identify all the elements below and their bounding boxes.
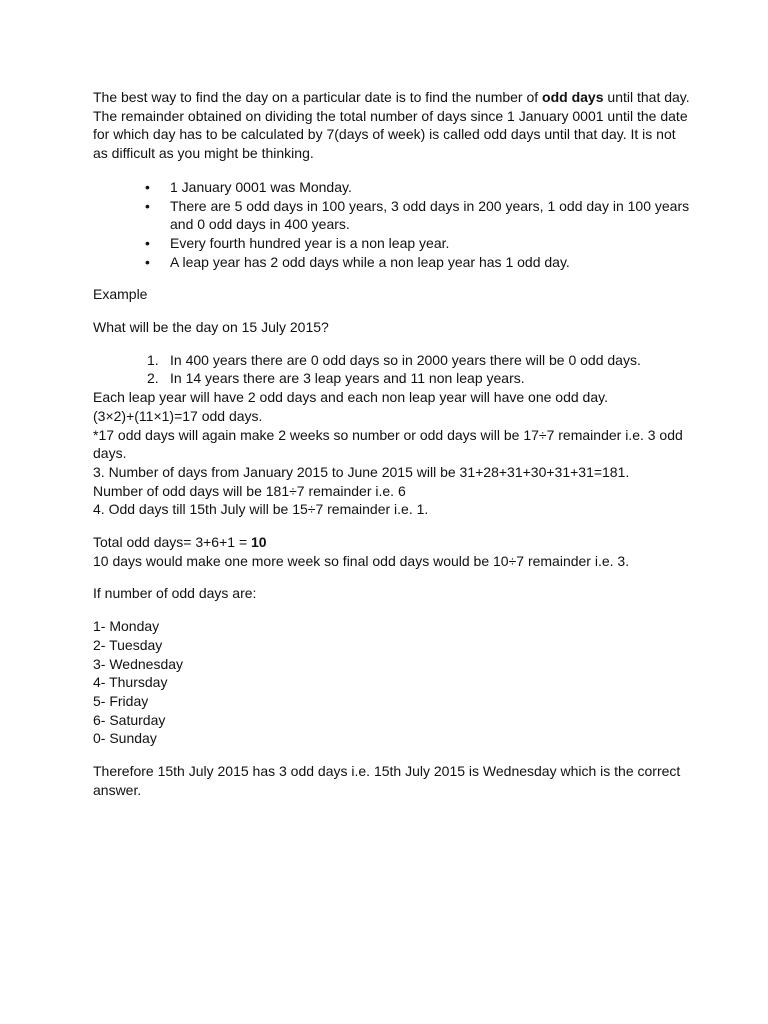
mapping-item: 6- Saturday bbox=[93, 711, 166, 728]
bullet-marker: • bbox=[145, 234, 150, 251]
step-number: 2. bbox=[147, 370, 159, 387]
conclusion-paragraph: Therefore 15th July 2015 has 3 odd days i.e. 15th July 2015 is Wednesday which is the correct answer. bbox=[93, 763, 681, 798]
bullet-item: • A leap year has 2 odd days while a non leap year has 1 odd day. bbox=[145, 253, 570, 270]
total-line: Total odd days= 3+6+1 = 10 bbox=[93, 534, 267, 551]
calc-line: (3×2)+(11×1)=17 odd days. bbox=[93, 407, 263, 424]
calc-line: Each leap year will have 2 odd days and each non leap year will have one odd day. bbox=[93, 389, 608, 406]
mapping-intro: If number of odd days are: bbox=[93, 585, 257, 602]
step-item: 1. In 400 years there are 0 odd days so in 2000 years there will be 0 odd days. bbox=[147, 351, 641, 368]
intro-text-1: The best way to find the day on a particular date is to find the number of bbox=[93, 89, 543, 105]
question-text: What will be the day on 15 July 2015? bbox=[93, 319, 329, 336]
calc-line: Number of odd days will be 181÷7 remainder i.e. 6 bbox=[93, 482, 406, 499]
mapping-item: 3- Wednesday bbox=[93, 655, 184, 672]
bullet-item: • Every fourth hundred year is a non leap year. bbox=[145, 234, 450, 251]
calc-line: *17 odd days will again make 2 weeks so number or odd days will be 17÷7 remainder i.e. 3 odd days. bbox=[93, 426, 683, 462]
bullet-marker: • bbox=[145, 197, 150, 214]
mapping-item: 5- Friday bbox=[93, 692, 149, 709]
mapping-item: 1- Monday bbox=[93, 618, 160, 635]
calc-line: 4. Odd days till 15th July will be 15÷7 remainder i.e. 1. bbox=[93, 501, 429, 518]
steps-list bbox=[93, 351, 693, 388]
mapping-item: 0- Sunday bbox=[93, 730, 157, 747]
facts-bullet-list bbox=[93, 178, 693, 272]
bullet-marker: • bbox=[145, 253, 150, 270]
bullet-item: • There are 5 odd days in 100 years, 3 odd days in 200 years, 1 odd day in 100 years and 0 odd days in 400 years. bbox=[145, 197, 690, 233]
step-item: 2. In 14 years there are 3 leap years and 11 non leap years. bbox=[147, 370, 525, 387]
example-heading: Example bbox=[93, 286, 148, 303]
intro-paragraph bbox=[93, 88, 693, 163]
bullet-item: • 1 January 0001 was Monday. bbox=[145, 178, 352, 195]
intro-text-2: until that day. The remainder obtained on dividing the total number of days since 1 January 0001 until the date for which day has to be calculated by 7(days of week) is called odd days until that day. It is not as difficult as you might be thinking. bbox=[93, 89, 690, 162]
total-explanation: 10 days would make one more week so final odd days would be 10÷7 remainder i.e. 3. bbox=[93, 552, 630, 569]
mapping-item: 4- Thursday bbox=[93, 674, 168, 691]
total-value: 10 bbox=[251, 534, 267, 551]
intro-bold-term: odd days bbox=[542, 89, 604, 105]
mapping-item: 2- Tuesday bbox=[93, 636, 163, 653]
calc-line: 3. Number of days from January 2015 to June 2015 will be 31+28+31+30+31+31=181. bbox=[93, 463, 630, 480]
bullet-marker: • bbox=[145, 178, 150, 195]
step-number: 1. bbox=[147, 351, 159, 368]
document-page bbox=[93, 88, 693, 800]
